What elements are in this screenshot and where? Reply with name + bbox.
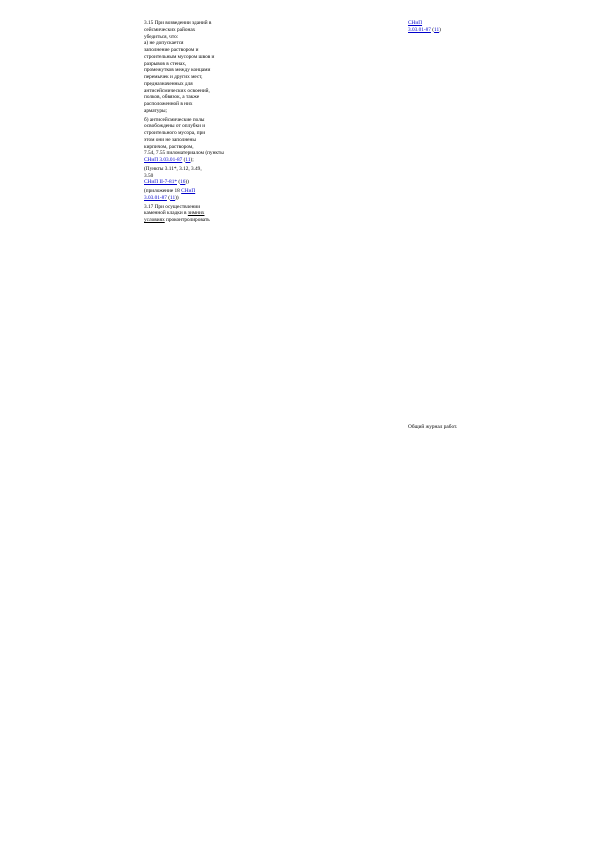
text-line: заполнение раствором и <box>144 47 199 53</box>
text-line: строительного мусора, при <box>144 130 206 136</box>
text-line: убедиться, что: <box>144 33 179 40</box>
text-line: 3.15 При возведении зданий в <box>144 20 212 26</box>
snip-link[interactable]: СНиП <box>408 20 423 26</box>
text-line: этом они не заполнены <box>144 136 196 143</box>
ref-number-link[interactable]: 11 <box>185 157 191 163</box>
text-line: расположенной в них <box>144 101 193 107</box>
documentation-3-15: СНиП 3.03.01-87 (11) <box>408 20 441 33</box>
section-3-15-item-b: б) антисейсмические полы освобождены от оплубки и строительного мусора, при этом они не заполнены кирпичом, раствором, 7.54, 7.55 пиломатериалом (пункты СНиП 3.03.01-87 (11); <box>144 117 266 164</box>
text-line: предназначенных для <box>144 80 193 87</box>
text-line: антисейсмических освоений, <box>144 87 210 94</box>
snip-link[interactable]: 3.03.01-87 <box>408 26 431 33</box>
snip-link[interactable]: СНиП <box>181 188 196 194</box>
text-line: арматуры; <box>144 107 168 114</box>
text-line: полков, обвязок, а также <box>144 94 200 101</box>
documentation-3-16: Общий журнал работ. <box>408 424 458 430</box>
ref-number-link[interactable]: 11 <box>434 26 440 33</box>
snip-link[interactable]: СНиП 3.03.01-87 <box>144 157 183 163</box>
text-line: разрывов в стенах, <box>144 60 187 67</box>
text-line: промежутков между концами <box>144 67 211 74</box>
text-line: а) не допускается <box>144 40 184 47</box>
text-line: 7.54, 7.55 пиломатериалом (пункты <box>144 150 224 157</box>
snip-link[interactable]: СНиП II-7-81* <box>144 179 177 186</box>
text-line: б) антисейсмические полы <box>144 116 205 123</box>
text-line: кирпичом, раствором, <box>144 143 194 150</box>
snip-link[interactable]: 3.03.01-87 <box>144 194 167 201</box>
ref-number-link[interactable]: 11 <box>170 194 176 201</box>
text-line: сейсмических районах <box>144 26 196 33</box>
section-3-15-intro <box>144 20 266 115</box>
text-line: 7.54, 7.55 <box>144 150 167 157</box>
section-3-16: (приложение 18 СНиП 3.03.01-87 (11)) <box>144 188 196 201</box>
ref-number-link[interactable]: 16 <box>180 179 186 186</box>
section-3-15-points: (Пункты 3.11*, 3.12, 3.49, 3.50 СНиП II-7-81* (16)) <box>144 165 202 186</box>
text-line: освобождены от оплубки и <box>144 123 206 130</box>
text-line: строительным мусором швов и <box>144 53 215 60</box>
requirements-column <box>144 20 266 226</box>
text-line: перемычек и других мест, <box>144 74 203 80</box>
section-3-17: 3.17 При осуществлении каменной кладки в зимних условиях проконтролировать <box>144 203 210 223</box>
